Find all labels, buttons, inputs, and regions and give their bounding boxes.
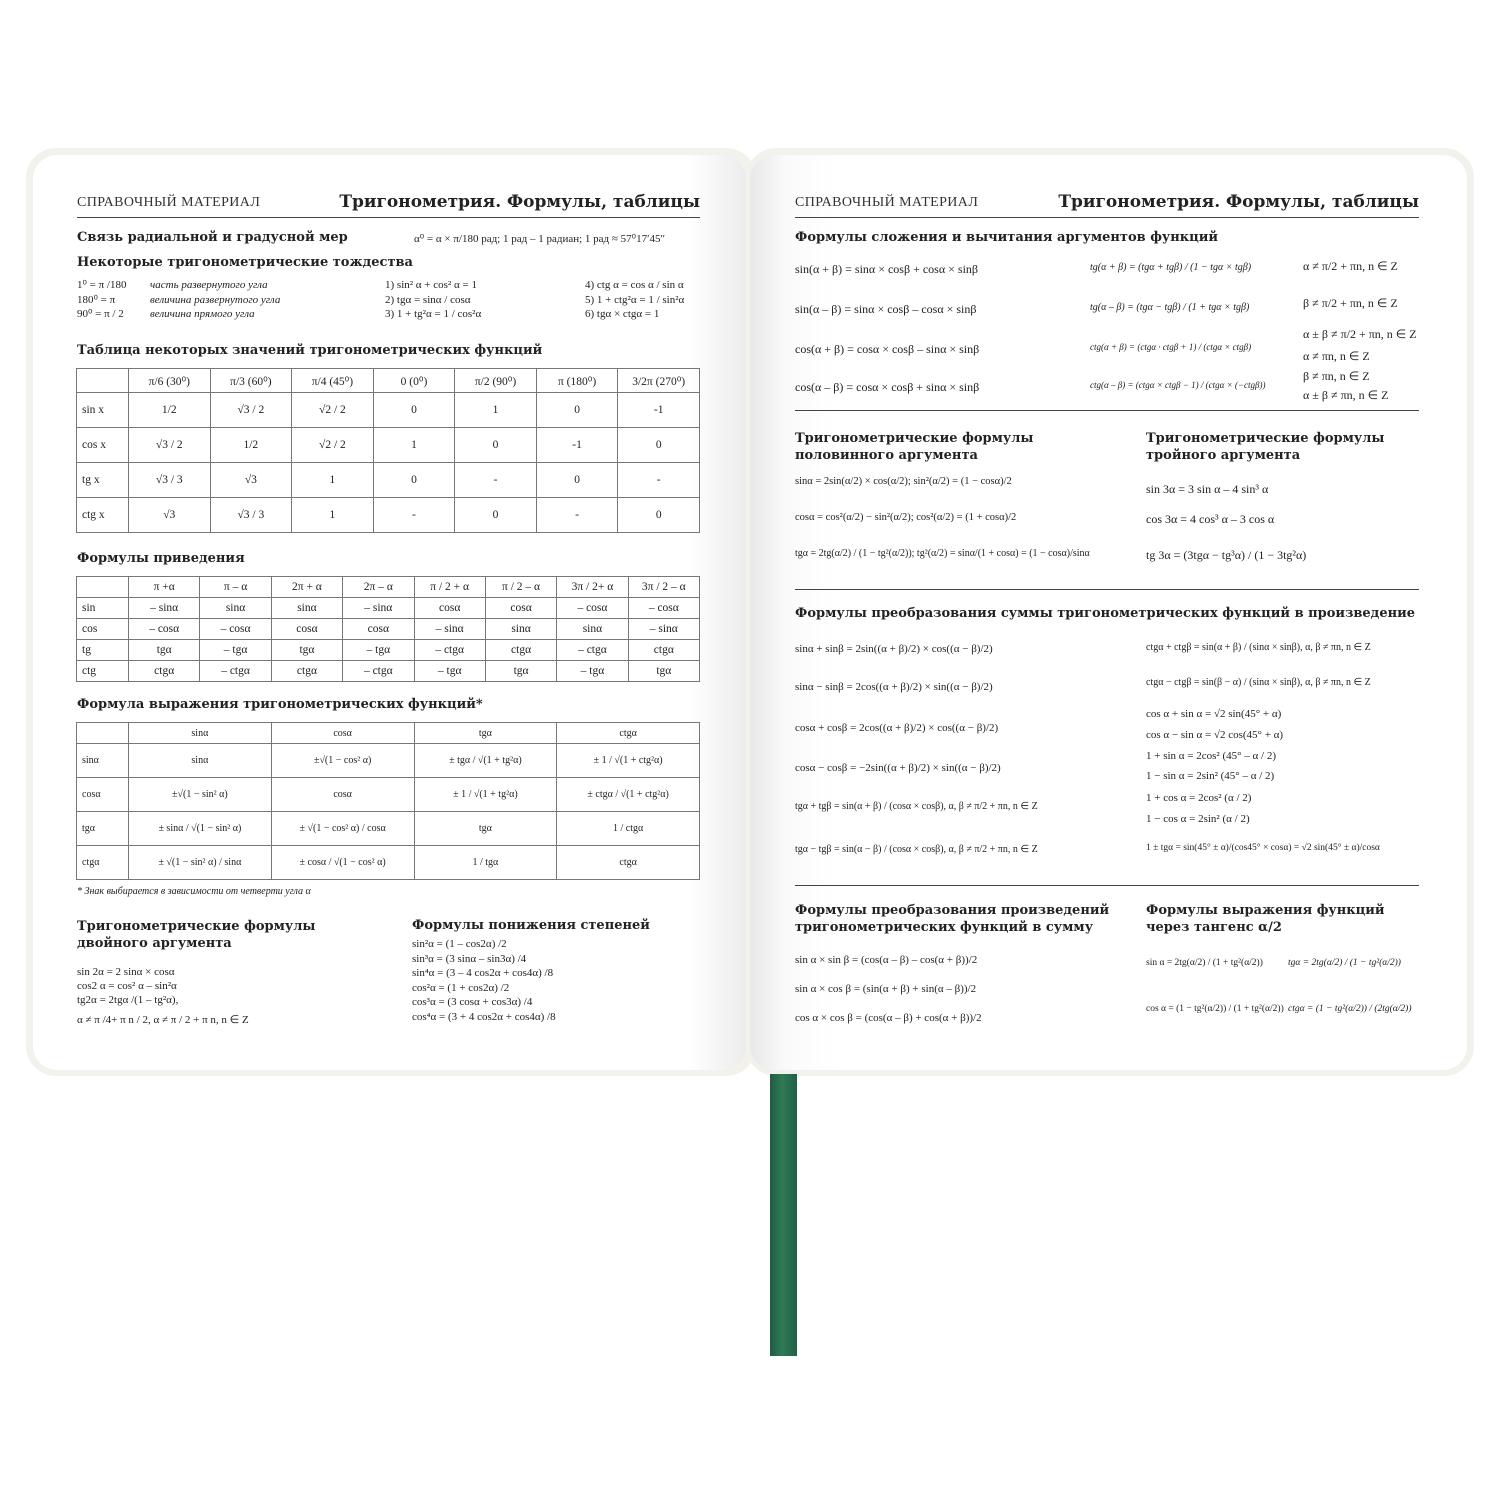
identities-col3: 1) sin² α + cos² α = 1 2) tgα = sinα / cosα 3) 1 + tg²α = 1 / cos²α [385, 279, 482, 320]
table-cell: √3 / 2 [129, 428, 211, 463]
table-header-row [77, 577, 700, 598]
section-title-values-table: Таблица некоторых значений тригонометрических функций [77, 343, 543, 358]
section-title-expression: Формула выражения тригонометрических функций* [77, 697, 483, 712]
table-cell: – sinα [414, 619, 485, 640]
table-cell [77, 369, 129, 393]
table-cell: sinα [200, 598, 271, 619]
table-cell: tgα [485, 661, 556, 682]
addition-formula: cos(α – β) = cosα × cosβ + sinα × sinβ [795, 380, 980, 394]
sum-formula: 1 + cos α = 2cos² (α / 2) [1146, 792, 1252, 804]
sum-formula: cosα − cosβ = −2sin((α + β)/2) × sin((α − β)/2) [795, 762, 1001, 774]
section-title-identities: Некоторые тригонометрические тождества [77, 255, 413, 270]
table-cell: 1 [292, 463, 374, 498]
table-cell: ctgα [628, 640, 699, 661]
table-row [77, 498, 700, 533]
expression-note: * Знак выбирается в зависимости от четверти угла α [77, 886, 311, 897]
table-row [77, 640, 700, 661]
table-cell [77, 577, 129, 598]
table-cell: ± √(1 − cos² α) / cosα [271, 812, 414, 846]
table-cell: cos x [77, 428, 129, 463]
table-cell: tgα [414, 812, 557, 846]
section-title-product-to-sum: Формулы преобразования произведений тригонометрических функций в сумму [795, 903, 1110, 935]
sum-formula: sinα − sinβ = 2cos((α + β)/2) × sin((α − β)/2) [795, 681, 993, 693]
table-cell: tg x [77, 463, 129, 498]
table-cell: 0 [618, 428, 700, 463]
sum-formula: cos α + sin α = √2 sin(45° + α) [1146, 708, 1282, 720]
table-cell: π +α [129, 577, 200, 598]
table-cell: ± ctgα / √(1 + ctg²α) [557, 778, 700, 812]
sum-formula: 1 − cos α = 2sin² (α / 2) [1146, 813, 1250, 825]
table-cell: π/6 (30⁰) [129, 369, 211, 393]
table-cell: – tgα [343, 640, 414, 661]
values-table [76, 368, 700, 533]
table-cell: tgα [129, 640, 200, 661]
sum-formula: tgα + tgβ = sin(α + β) / (cosα × cosβ), α, β ≠ π/2 + πn, n ∈ Z [795, 801, 1038, 812]
table-row [77, 778, 700, 812]
sum-formula: sinα + sinβ = 2sin((α + β)/2) × cos((α − β)/2) [795, 643, 993, 655]
table-cell: – sinα [343, 598, 414, 619]
table-cell: 0 [373, 463, 455, 498]
table-cell: π – α [200, 577, 271, 598]
table-cell: 0 [455, 428, 537, 463]
identities-col1: 1⁰ = π /180 180⁰ = π 90⁰ = π / 2 [77, 279, 127, 320]
table-cell: tg [77, 640, 129, 661]
table-cell: √3 [129, 498, 211, 533]
table-cell: 1 / tgα [414, 846, 557, 880]
table-cell: cos [77, 619, 129, 640]
table-cell: ctgα [271, 661, 342, 682]
table-cell: – cosα [129, 619, 200, 640]
table-cell: ctg x [77, 498, 129, 533]
table-cell: 1/2 [210, 428, 292, 463]
identities-col4: 4) ctg α = cos α / sin α 5) 1 + ctg²α = 1 / sin²α 6) tgα × ctgα = 1 [585, 279, 685, 320]
sum-formula: cosα + cosβ = 2cos((α + β)/2) × cos((α − β)/2) [795, 722, 999, 734]
power-formulas: sin²α = (1 – cos2α) /2 sin³α = (3 sinα – sin3α) /4 sin⁴α = (3 – 4 cos2α + cos4α) /8 cos²α = (1 + cos2α) /2 cos³α = (3 cosα + cos3α) /4 cos⁴α = (3 + 4 cos2α + cos4α) /8 [412, 938, 556, 1023]
half-formula: sinα = 2sin(α/2) × cos(α/2); sin²(α/2) = (1 − cosα)/2 [795, 476, 1012, 487]
table-cell: ±√(1 − cos² α) [271, 744, 414, 778]
double-formulas: sin 2α = 2 sinα × cosα cos2 α = cos² α – sin²α tg2α = 2tgα /(1 – tg²α), α ≠ π /4+ π n / 2, α ≠ π / 2 + π n, n ∈ Z [77, 966, 249, 1026]
section-title-radian: Связь радиальной и градусной мер [77, 230, 348, 245]
table-cell: sin x [77, 393, 129, 428]
table-cell: 2π – α [343, 577, 414, 598]
table-cell: 1 [455, 393, 537, 428]
table-cell: – cosα [200, 619, 271, 640]
table-cell: 0 [455, 498, 537, 533]
table-cell: π/4 (45⁰) [292, 369, 374, 393]
table-cell: cosα [414, 598, 485, 619]
addition-ctg-formula: ctg(α – β) = (ctgα × ctgβ − 1) / (ctgα × (−ctgβ)) [1090, 380, 1266, 390]
table-cell: π / 2 – α [485, 577, 556, 598]
section-title-addition: Формулы сложения и вычитания аргументов функций [795, 230, 1219, 245]
sum-formula: tgα − tgβ = sin(α − β) / (cosα × cosβ), α, β ≠ π/2 + πn, n ∈ Z [795, 844, 1038, 855]
product-formula: sin α × cos β = (sin(α + β) + sin(α – β))/2 [795, 983, 977, 995]
table-cell: -1 [618, 393, 700, 428]
product-formula: sin α × sin β = (cos(α – β) – cos(α + β))/2 [795, 954, 978, 966]
addition-ctg-formula: ctg(α + β) = (ctgα · ctgβ + 1) / (ctgα × ctgβ) [1090, 342, 1252, 352]
table-cell: ± cosα / √(1 − cos² α) [271, 846, 414, 880]
table-cell: ctgα [129, 661, 200, 682]
identities-col2: часть развернутого угла величина развернутого угла величина прямого угла [150, 279, 281, 320]
table-cell [77, 723, 129, 744]
table-cell: -1 [536, 428, 618, 463]
table-cell: sinα [557, 619, 628, 640]
sum-formula: ctgα + ctgβ = sin(α + β) / (sinα × sinβ), α, β ≠ πn, n ∈ Z [1146, 642, 1371, 653]
table-cell: ±√(1 − sin² α) [129, 778, 272, 812]
right-page-header [795, 185, 1419, 218]
table-cell: – ctgα [557, 640, 628, 661]
section-title-tangent-half: Формулы выражения функций через тангенс α/2 [1146, 903, 1385, 935]
table-cell: √2 / 2 [292, 393, 374, 428]
table-cell: π/2 (90⁰) [455, 369, 537, 393]
tangent-half-formula: sin α = 2tg(α/2) / (1 + tg²(α/2)) [1146, 958, 1263, 968]
table-cell: ctgα [485, 640, 556, 661]
table-cell: cosα [343, 619, 414, 640]
table-row [77, 661, 700, 682]
addition-formula: sin(α + β) = sinα × cosβ + cosα × sinβ [795, 262, 979, 276]
table-cell: sinα [129, 744, 272, 778]
table-cell: – tgα [557, 661, 628, 682]
table-row [77, 619, 700, 640]
table-cell: ctgα [77, 846, 129, 880]
table-cell: 0 [536, 463, 618, 498]
table-cell: ± tgα / √(1 + tg²α) [414, 744, 557, 778]
table-cell: – cosα [557, 598, 628, 619]
reduction-table [76, 576, 700, 682]
table-cell: 0 [373, 393, 455, 428]
header-label: СПРАВОЧНЫЙ МАТЕРИАЛ [795, 195, 979, 210]
addition-formula: sin(α – β) = sinα × cosβ – cosα × sinβ [795, 302, 977, 316]
sum-formula: 1 ± tgα = sin(45° ± α)/(cos45° × cosα) = √2 sin(45° ± α)/cosα [1146, 843, 1380, 853]
radian-formula: α⁰ = α × π/180 рад; 1 рад – 1 радиан; 1 рад ≈ 57⁰17′45″ [414, 233, 666, 245]
table-cell: tgα [628, 661, 699, 682]
table-cell: tgα [77, 812, 129, 846]
table-cell: π/3 (60⁰) [210, 369, 292, 393]
sum-formula: 1 + sin α = 2cos² (45° – α / 2) [1146, 750, 1277, 762]
table-cell: 1 [373, 428, 455, 463]
section-title-double: Тригонометрические формулы двойного аргумента [77, 919, 316, 951]
table-cell: 0 (0⁰) [373, 369, 455, 393]
table-row [77, 393, 700, 428]
header-label: СПРАВОЧНЫЙ МАТЕРИАЛ [77, 195, 261, 210]
table-cell: - [455, 463, 537, 498]
table-cell: - [373, 498, 455, 533]
table-cell: ctg [77, 661, 129, 682]
sum-formula: 1 − sin α = 2sin² (45° – α / 2) [1146, 770, 1275, 782]
section-title-reduction: Формулы приведения [77, 551, 245, 566]
table-cell: 1 / ctgα [557, 812, 700, 846]
table-cell: sinα [271, 598, 342, 619]
section-title-power: Формулы понижения степеней [412, 918, 650, 933]
addition-formula: cos(α + β) = cosα × cosβ – sinα × sinβ [795, 342, 980, 356]
table-cell: cosα [271, 778, 414, 812]
table-row [77, 463, 700, 498]
table-cell: 2π + α [271, 577, 342, 598]
table-cell: √2 / 2 [292, 428, 374, 463]
table-cell: cosα [271, 723, 414, 744]
table-cell: – ctgα [200, 661, 271, 682]
table-cell: tgα [414, 723, 557, 744]
table-cell: ± sinα / √(1 − sin² α) [129, 812, 272, 846]
table-cell: ± √(1 − sin² α) / sinα [129, 846, 272, 880]
table-cell: - [618, 463, 700, 498]
table-cell: – ctgα [343, 661, 414, 682]
table-cell: 0 [618, 498, 700, 533]
header-title: Тригонометрия. Формулы, таблицы [1058, 192, 1419, 212]
table-cell: 3π / 2 – α [628, 577, 699, 598]
tangent-half-formula: ctgα = (1 − tg²(α/2)) / (2tg(α/2)) [1288, 1004, 1412, 1014]
table-cell: √3 / 2 [210, 393, 292, 428]
table-cell: – cosα [628, 598, 699, 619]
table-row [77, 598, 700, 619]
table-row [77, 428, 700, 463]
triple-formula: tg 3α = (3tgα − tg³α) / (1 − 3tg²α) [1146, 548, 1307, 562]
half-formula: tgα = 2tg(α/2) / (1 − tg²(α/2)); tg²(α/2) = sinα/(1 + cosα) = (1 − cosα)/sinα [795, 548, 1090, 559]
divider [795, 410, 1419, 411]
table-cell: 1/2 [129, 393, 211, 428]
table-cell: sinα [485, 619, 556, 640]
table-cell: 3/2π (270⁰) [618, 369, 700, 393]
section-title-triple: Тригонометрические формулы тройного аргумента [1146, 431, 1385, 463]
table-cell: √3 [210, 463, 292, 498]
left-page-header [77, 185, 700, 218]
expression-table [76, 722, 700, 880]
table-cell: ctgα [557, 846, 700, 880]
bookmark-ribbon[interactable] [770, 1074, 797, 1356]
sum-formula: ctgα − ctgβ = sin(β − α) / (sinα × sinβ), α, β ≠ πn, n ∈ Z [1146, 677, 1371, 688]
table-cell: – sinα [628, 619, 699, 640]
addition-tg-formula: tg(α + β) = (tgα + tgβ) / (1 − tgα × tgβ) [1090, 262, 1252, 273]
table-cell: √3 / 3 [129, 463, 211, 498]
divider [795, 589, 1419, 590]
table-cell: cosα [271, 619, 342, 640]
table-cell: 3π / 2+ α [557, 577, 628, 598]
addition-tg-formula: tg(α – β) = (tgα − tgβ) / (1 + tgα × tgβ) [1090, 302, 1250, 313]
table-cell: π / 2 + α [414, 577, 485, 598]
table-cell: – ctgα [414, 640, 485, 661]
table-row [77, 812, 700, 846]
table-cell: 0 [536, 393, 618, 428]
table-cell: sinα [77, 744, 129, 778]
table-cell: – sinα [129, 598, 200, 619]
table-cell: cosα [77, 778, 129, 812]
table-header-row [77, 723, 700, 744]
table-cell: 1 [292, 498, 374, 533]
tangent-half-formula: cos α = (1 − tg²(α/2)) / (1 + tg²(α/2)) [1146, 1004, 1284, 1014]
table-cell: ± 1 / √(1 + ctg²α) [557, 744, 700, 778]
table-cell: cosα [485, 598, 556, 619]
table-cell: sinα [129, 723, 272, 744]
table-cell: – tgα [414, 661, 485, 682]
section-title-sum-to-product: Формулы преобразования суммы тригонометрических функций в произведение [795, 606, 1416, 621]
table-row [77, 846, 700, 880]
table-header-row [77, 369, 700, 393]
triple-formula: sin 3α = 3 sin α – 4 sin³ α [1146, 482, 1269, 496]
sum-formula: cos α − sin α = √2 cos(45° + α) [1146, 729, 1284, 741]
table-cell: ± 1 / √(1 + tg²α) [414, 778, 557, 812]
triple-formula: cos 3α = 4 cos³ α – 3 cos α [1146, 512, 1275, 526]
table-cell: ctgα [557, 723, 700, 744]
half-formula: cosα = cos²(α/2) − sin²(α/2); cos²(α/2) = (1 + cosα)/2 [795, 512, 1017, 523]
tangent-half-formula: tgα = 2tg(α/2) / (1 − tg²(α/2)) [1288, 958, 1401, 968]
table-cell: - [536, 498, 618, 533]
section-title-half: Тригонометрические формулы половинного аргумента [795, 431, 1034, 463]
table-row [77, 744, 700, 778]
product-formula: cos α × cos β = (cos(α – β) + cos(α + β))/2 [795, 1012, 982, 1024]
table-cell: tgα [271, 640, 342, 661]
table-cell: √3 / 3 [210, 498, 292, 533]
divider [795, 885, 1419, 886]
header-title: Тригонометрия. Формулы, таблицы [339, 192, 700, 212]
table-cell: – tgα [200, 640, 271, 661]
table-cell: π (180⁰) [536, 369, 618, 393]
table-cell: sin [77, 598, 129, 619]
